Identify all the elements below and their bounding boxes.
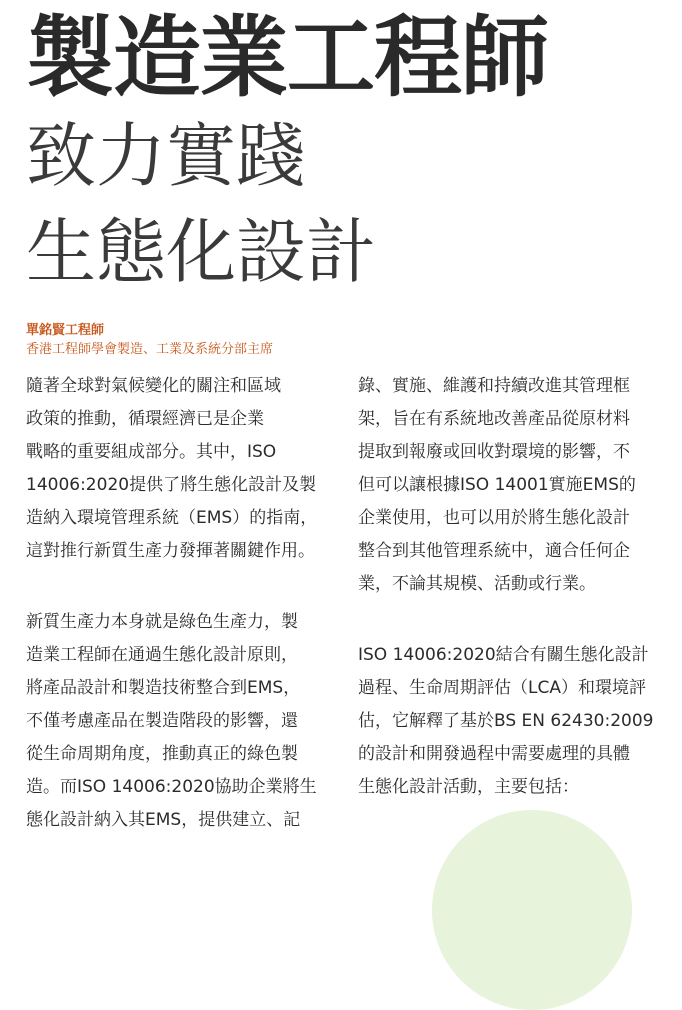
text-line: 新質生產力本身就是綠色生產力，製 xyxy=(26,612,298,632)
text-line: 估，它解釋了基於BS EN 62430:2009 xyxy=(358,711,654,731)
text-line: 不僅考慮產品在製造階段的影響，還 xyxy=(26,711,298,731)
article-subtitle-line-2: 生態化設計 xyxy=(26,211,376,293)
paragraph xyxy=(26,606,332,837)
article-subtitle-line-1: 致力實踐 xyxy=(26,115,306,197)
left-text-column xyxy=(26,370,332,837)
text-line: 隨著全球對氣候變化的關注和區域 xyxy=(26,376,281,396)
text-line: 過程、生命周期評估（LCA）和環境評 xyxy=(358,678,646,698)
text-line: 造。而ISO 14006:2020協助企業將生 xyxy=(26,777,317,797)
text-line: 業，不論其規模、活動或行業。 xyxy=(358,574,596,594)
text-line: 態化設計納入其EMS，提供建立、記 xyxy=(26,810,301,830)
text-line: 企業使用，也可以用於將生態化設計 xyxy=(358,508,630,528)
text-line: 提取到報廢或回收對環境的影響，不 xyxy=(358,442,630,462)
paragraph xyxy=(358,639,664,804)
text-line: 造業工程師在通過生態化設計原則， xyxy=(26,645,298,665)
text-line: 但可以讓根據ISO 14001實施EMS的 xyxy=(358,475,636,495)
author-name: 單銘賢工程師 xyxy=(26,323,105,338)
text-line: 戰略的重要組成部分。其中，ISO xyxy=(26,442,277,462)
author-role: 香港工程師學會製造、工業及系統分部主席 xyxy=(26,342,274,357)
author-block xyxy=(26,321,273,359)
text-line: 政策的推動，循環經濟已是企業 xyxy=(26,409,264,429)
text-line: 整合到其他管理系統中，適合任何企 xyxy=(358,541,630,561)
right-text-column xyxy=(358,370,664,804)
paragraph xyxy=(358,370,664,601)
text-line: 這對推行新質生產力發揮著關鍵作用。 xyxy=(26,541,315,561)
article-title: 製造業工程師 xyxy=(26,6,549,109)
text-line: 生態化設計活動，主要包括： xyxy=(358,777,579,797)
text-line: 架，旨在有系統地改善產品從原材料 xyxy=(358,409,630,429)
text-line: 從生命周期角度，推動真正的綠色製 xyxy=(26,744,298,764)
text-line: 的設計和開發過程中需要處理的具體 xyxy=(358,744,630,764)
text-line: 14006:2020提供了將生態化設計及製 xyxy=(26,475,317,495)
text-line: 將產品設計和製造技術整合到EMS， xyxy=(26,678,301,698)
text-line: ISO 14006:2020結合有關生態化設計 xyxy=(358,645,649,665)
text-line: 錄、實施、維護和持續改進其管理框 xyxy=(358,376,630,396)
paragraph xyxy=(26,370,332,568)
text-line: 造納入環境管理系統（EMS）的指南， xyxy=(26,508,318,528)
decorative-green-circle xyxy=(432,810,632,1010)
